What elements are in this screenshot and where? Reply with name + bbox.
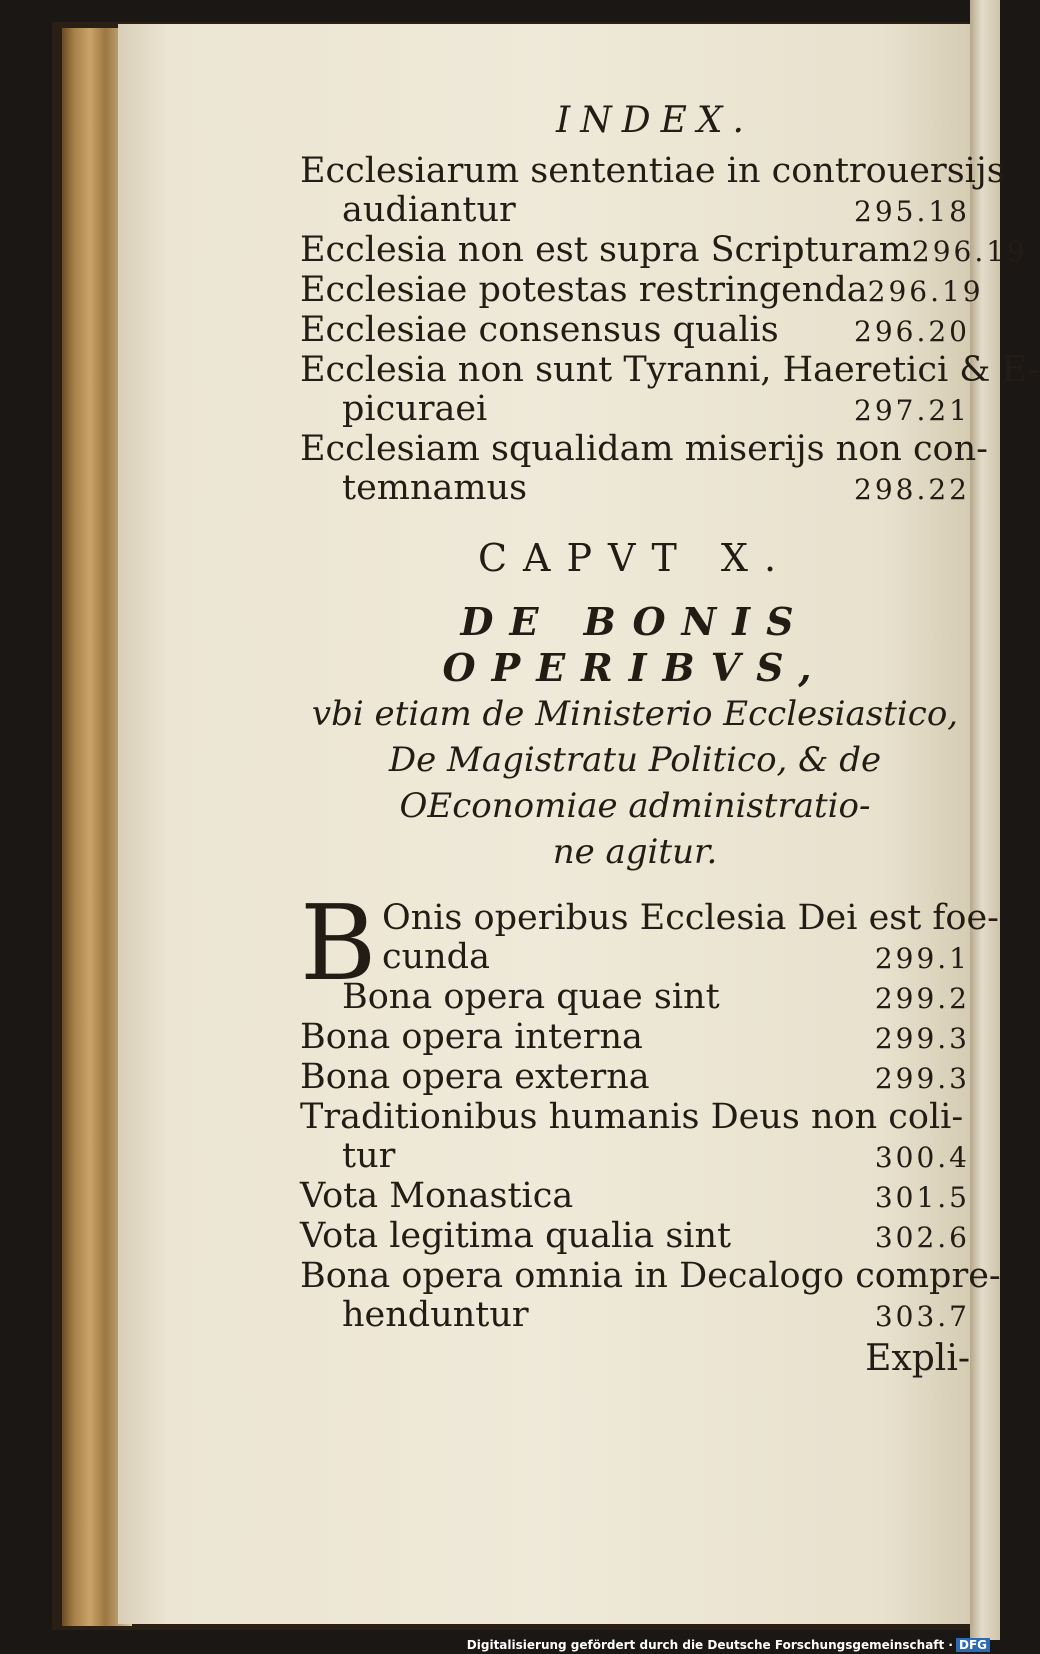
index-entry-line bbox=[300, 1058, 970, 1098]
entry-text: Vota Monastica bbox=[300, 1176, 574, 1216]
page-ref: 295.18 bbox=[854, 195, 970, 228]
entry-text: picuraei bbox=[342, 389, 488, 429]
index-entry-line bbox=[300, 311, 970, 351]
digitization-footer bbox=[467, 1638, 990, 1652]
index-entry-line bbox=[300, 469, 970, 509]
index-entry-line bbox=[300, 1177, 970, 1217]
index-entry-line bbox=[300, 151, 1005, 191]
catchword: Expli- bbox=[865, 1338, 970, 1379]
entry-text: Bona opera omnia in Decalogo compre- bbox=[300, 1256, 1001, 1296]
heading-line-5: ne agitur. bbox=[552, 832, 718, 872]
entry-text: henduntur bbox=[342, 1295, 529, 1335]
page-ref: 298.22 bbox=[854, 473, 970, 506]
entry-text: Ecclesiae consensus qualis bbox=[300, 310, 779, 350]
drop-cap: B bbox=[300, 882, 377, 1004]
dfg-logo: DFG bbox=[956, 1638, 990, 1652]
index-entry-line bbox=[300, 350, 1040, 390]
index-entry-line bbox=[300, 978, 970, 1018]
page-ref: 301.5 bbox=[874, 1181, 970, 1214]
first-entry-line-2 bbox=[382, 938, 970, 978]
entry-text: Bona opera externa bbox=[300, 1057, 650, 1097]
page-ref: 297.21 bbox=[854, 394, 970, 427]
index-list-b bbox=[300, 977, 1001, 1336]
entry-text: Bona opera interna bbox=[300, 1017, 643, 1057]
entry-text: audiantur bbox=[342, 190, 516, 230]
entry-text: Ecclesiarum sententiae in controuersijs bbox=[300, 151, 1005, 191]
index-entry-line bbox=[300, 1018, 970, 1058]
running-head: INDEX. bbox=[556, 100, 754, 141]
page-ref: 296.19 bbox=[867, 275, 984, 308]
page-ref: 300.4 bbox=[874, 1141, 970, 1174]
entry-text: Vota legitima qualia sint bbox=[300, 1216, 732, 1256]
page-ref: 296.19 bbox=[911, 235, 1028, 268]
heading-line-4: OEconomiae administratio- bbox=[399, 786, 871, 826]
entry-text: Ecclesia non sunt Tyranni, Haeretici & E- bbox=[300, 350, 1040, 390]
index-entry-line bbox=[300, 230, 1028, 271]
entry-text: Ecclesia non est supra Scripturam bbox=[300, 230, 912, 270]
entry-text: Traditionibus humanis Deus non coli- bbox=[300, 1097, 964, 1137]
entry-text: Bona opera quae sint bbox=[342, 977, 720, 1017]
index-entry-line bbox=[300, 191, 970, 231]
index-entry-line bbox=[300, 1296, 970, 1336]
page-content bbox=[300, 100, 1040, 1379]
page-ref: 299.3 bbox=[874, 1062, 970, 1095]
page-ref: 302.6 bbox=[874, 1221, 970, 1254]
index-entry-line bbox=[300, 270, 984, 311]
index-entry-line bbox=[300, 1217, 970, 1257]
page-ref: 303.7 bbox=[874, 1300, 970, 1333]
chapter-heading bbox=[300, 599, 970, 875]
first-entry-text-1: Onis operibus Ecclesia Dei est foe- bbox=[382, 898, 999, 938]
footer-text: Digitalisierung gefördert durch die Deutsche Forschungsgemeinschaft · bbox=[466, 1638, 953, 1652]
index-entry-line bbox=[300, 429, 988, 469]
entry-text: tur bbox=[342, 1136, 396, 1176]
index-entry-line bbox=[300, 390, 970, 430]
heading-line-3: De Magistratu Politico, & de bbox=[388, 740, 882, 780]
entry-text: Ecclesiae potestas restringenda bbox=[300, 270, 868, 310]
index-entry-line bbox=[300, 1256, 1001, 1296]
page-ref: 299.3 bbox=[874, 1022, 970, 1055]
entry-text: Ecclesiam squalidam miserijs non con- bbox=[300, 429, 988, 469]
chapter-title: CAPVT X. bbox=[477, 536, 793, 580]
first-entry-text-2: cunda bbox=[382, 937, 490, 977]
first-entry-line-1 bbox=[382, 898, 999, 938]
index-entry-line bbox=[300, 1098, 970, 1137]
index-list-a bbox=[300, 151, 1040, 509]
heading-line-2: vbi etiam de Ministerio Ecclesiastico, bbox=[311, 694, 959, 734]
entry-text: temnamus bbox=[342, 468, 528, 508]
page-ref: 299.1 bbox=[874, 942, 970, 975]
heading-line-1: DE BONIS OPERIBVS, bbox=[442, 599, 828, 690]
page-ref: 299.2 bbox=[874, 982, 970, 1015]
index-entry-line bbox=[300, 1137, 970, 1177]
page-ref: 296.20 bbox=[854, 315, 970, 348]
